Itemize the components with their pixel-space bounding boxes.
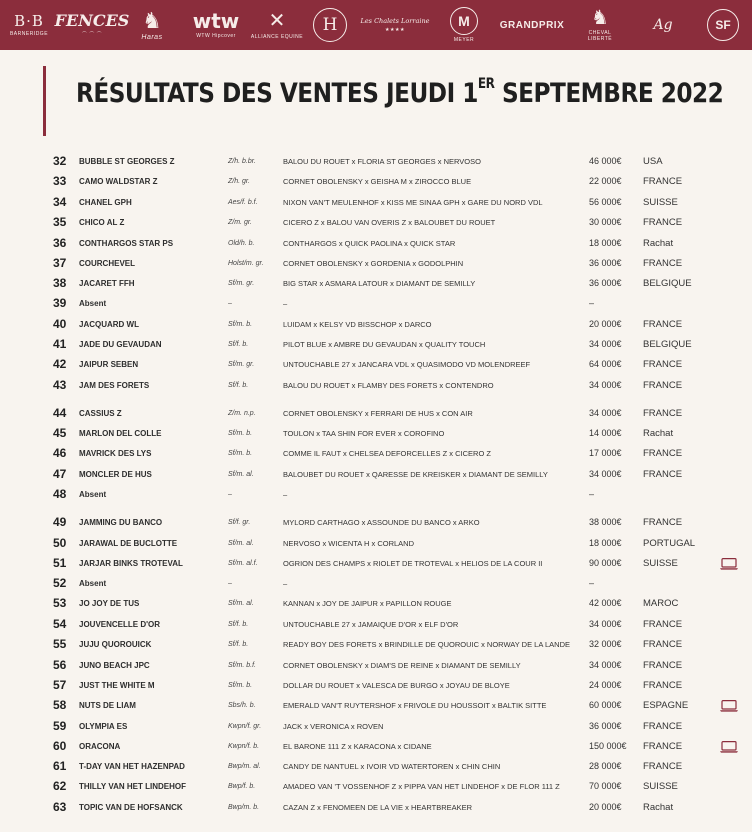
buyer-country: SUISSE	[643, 781, 678, 792]
lot-number: 52	[53, 576, 67, 590]
table-row	[0, 534, 752, 553]
pedigree: CORNET OBOLENSKY x DIAM'S DE REINE x DIAMANT DE SEMILLY	[283, 661, 521, 670]
pedigree: CORNET OBOLENSKY x GEISHA M x ZIROCCO BLUE	[283, 177, 472, 186]
horse-name: JARJAR BINKS TROTEVAL	[79, 559, 183, 568]
horse-name: JAIPUR SEBEN	[79, 360, 139, 369]
lot-number: 39	[53, 296, 67, 310]
cheval-liberte-logo[interactable]: ♞ CHEVAL LIBERTÉ	[587, 7, 613, 42]
horse-name: Absent	[79, 490, 107, 499]
horse-name: NUTS DE LIAM	[79, 701, 136, 710]
fences-logo[interactable]: FENCES ⌒ ⌒ ⌒	[54, 10, 130, 38]
sale-price: 36 000€	[589, 258, 622, 268]
lot-number: 35	[53, 215, 67, 229]
horse-name: JOUVENCELLE D'OR	[79, 620, 161, 629]
breed-sex-color: –	[228, 580, 232, 587]
breed-sex-color: Sf/m. gr.	[228, 361, 255, 368]
horse-head-icon: ♞	[591, 7, 609, 29]
table-row	[0, 717, 752, 736]
horse-name: CAMO WALDSTAR Z	[79, 177, 158, 186]
les-chalets-logo[interactable]: Les Chalets Lorraine ★★★★	[360, 17, 430, 33]
sale-price: 64 000€	[589, 359, 622, 369]
pedigree: TOULON x TAA SHIN FOR EVER x COROFINO	[283, 429, 445, 438]
sale-price: –	[589, 489, 595, 499]
breed-sex-color: Kwpn/f. b.	[228, 743, 260, 750]
laptop-icon	[719, 741, 739, 753]
buyer-country: FRANCE	[643, 176, 683, 187]
breed-sex-color: Sf/m. al.	[228, 600, 254, 607]
lot-number: 62	[53, 779, 67, 793]
lot-number: 56	[53, 658, 67, 672]
breed-sex-color: Sf/m. al.f.	[228, 560, 258, 567]
horse-name: CASSIUS Z	[79, 409, 122, 418]
breed-sex-color: Sf/m. gr.	[228, 280, 255, 287]
sponsor-banner	[0, 0, 752, 50]
sale-price: 36 000€	[589, 721, 622, 731]
h-crest-logo[interactable]: H	[310, 0, 350, 50]
table-row	[0, 676, 752, 695]
buyer-country: SUISSE	[643, 558, 678, 569]
pedigree: LUIDAM x KELSY VD BISSCHOP x DARCO	[283, 320, 432, 329]
horse-name: JUST THE WHITE M	[79, 681, 155, 690]
table-row	[0, 193, 752, 212]
table-row	[0, 554, 752, 573]
lot-number: 38	[53, 276, 67, 290]
breed-sex-color: Old/h. b.	[228, 240, 255, 247]
table-row	[0, 574, 752, 593]
lot-number: 55	[53, 637, 67, 651]
table-row	[0, 172, 752, 191]
buyer-country: FRANCE	[643, 619, 683, 630]
sale-price: 30 000€	[589, 217, 622, 227]
table-row	[0, 465, 752, 484]
buyer-country: FRANCE	[643, 359, 683, 370]
pedigree: COMME IL FAUT x CHELSEA DEFORCELLES Z x CICERO Z	[283, 449, 491, 458]
pedigree: READY BOY DES FORETS x BRINDILLE DE QUOROUIC x NORWAY DE LA LANDE	[283, 640, 571, 649]
pedigree: BALOUBET DU ROUET x QARESSE DE KREISKER x DIAMANT DE SEMILLY	[283, 470, 548, 479]
breed-sex-color: Sf/m. b.	[228, 321, 253, 328]
buyer-country: MAROC	[643, 598, 679, 609]
sale-price: 18 000€	[589, 238, 622, 248]
pedigree: DOLLAR DU ROUET x VALESCA DE BURGO x JOYAU DE BLOYE	[283, 681, 510, 690]
buyer-country: FRANCE	[643, 217, 683, 228]
breed-sex-color: Sf/f. b.	[228, 382, 249, 389]
alliance-equine-logo[interactable]: ✕ ALLIANCE EQUINE	[250, 10, 304, 40]
horse-name: CHICO AL Z	[79, 218, 125, 227]
breed-sex-color: Sf/m. al.	[228, 540, 254, 547]
buyer-country: PORTUGAL	[643, 538, 696, 549]
buyer-country: Rachat	[643, 428, 674, 439]
table-row	[0, 234, 752, 253]
table-row	[0, 615, 752, 634]
horse-name: JACQUARD WL	[79, 320, 139, 329]
sale-price: 56 000€	[589, 197, 622, 207]
buyer-country: FRANCE	[643, 639, 683, 650]
lot-number: 57	[53, 678, 67, 692]
pedigree: NIXON VAN'T MEULENHOF x KISS ME SINAA GPH x GARE DU NORD VDL	[283, 198, 543, 207]
grandprix-logo[interactable]: GRANDPRIX	[499, 19, 565, 31]
haras-logo[interactable]: ♞ Haras	[141, 7, 163, 41]
sale-price: 17 000€	[589, 448, 622, 458]
table-row	[0, 152, 752, 171]
sale-price: 20 000€	[589, 319, 622, 329]
lot-number: 47	[53, 467, 67, 481]
table-row	[0, 315, 752, 334]
breed-sex-color: Bwp/f. b.	[228, 783, 256, 790]
buyer-country: Rachat	[643, 802, 674, 813]
pedigree: BIG STAR x ASMARA LATOUR x DIAMANT DE SEMILLY	[283, 279, 476, 288]
lot-number: 36	[53, 236, 67, 250]
barneridge-logo[interactable]: B·B BARNERIDGE	[9, 11, 49, 37]
table-row	[0, 335, 752, 354]
pedigree: AMADEO VAN 'T VOSSENHOF Z x PIPPA VAN HET LINDEHOF x DE FLOR 111 Z	[283, 782, 560, 791]
table-row	[0, 777, 752, 796]
horse-head-icon: ♞	[142, 7, 162, 33]
breed-sex-color: Sf/m. b.	[228, 450, 253, 457]
buyer-country: FRANCE	[643, 761, 683, 772]
title-accent-bar	[43, 66, 46, 136]
buyer-country: USA	[643, 156, 663, 167]
table-row	[0, 404, 752, 423]
breed-sex-color: Sf/f. b.	[228, 621, 249, 628]
pedigree: BALOU DU ROUET x FLORIA ST GEORGES x NERVOSO	[283, 157, 481, 166]
pedigree: CAZAN Z x FENOMEEN DE LA VIE x HEARTBREAKER	[283, 803, 473, 812]
buyer-country: FRANCE	[643, 660, 683, 671]
sale-price: 60 000€	[589, 700, 622, 710]
table-row	[0, 424, 752, 443]
horse-name: COURCHEVEL	[79, 259, 136, 268]
breed-sex-color: Z/m. n.p.	[228, 410, 256, 417]
sale-price: 28 000€	[589, 761, 622, 771]
horse-name: MONCLER DE HUS	[79, 470, 152, 479]
sale-price: 22 000€	[589, 176, 622, 186]
breed-sex-color: Sf/m. b.f.	[228, 662, 257, 669]
breed-sex-color: Z/m. gr.	[228, 219, 252, 226]
sale-price: 150 000€	[589, 741, 627, 751]
table-row	[0, 635, 752, 654]
buyer-country: FRANCE	[643, 258, 683, 269]
breed-sex-color: Sbs/h. b.	[228, 702, 256, 709]
sale-price: 32 000€	[589, 639, 622, 649]
horse-name: ORACONA	[79, 742, 121, 751]
horse-name: MAVRICK DES LYS	[79, 449, 152, 458]
pedigree: CANDY DE NANTUEL x IVOIR VD WATERTOREN x CHIN CHIN	[283, 762, 501, 771]
lot-number: 61	[53, 759, 67, 773]
horse-name: Absent	[79, 299, 107, 308]
sf-logo[interactable]: SF	[702, 0, 744, 50]
sale-price: 70 000€	[589, 781, 622, 791]
sale-price: 34 000€	[589, 339, 622, 349]
table-row	[0, 376, 752, 395]
breed-sex-color: Sf/f. b.	[228, 341, 249, 348]
pedigree: UNTOUCHABLE 27 x JAMAIQUE D'OR x ELF D'OR	[283, 620, 459, 629]
sale-price: 18 000€	[589, 538, 622, 548]
lot-number: 63	[53, 800, 67, 814]
buyer-country: FRANCE	[643, 741, 683, 752]
pedigree: BALOU DU ROUET x FLAMBY DES FORETS x CONTENDRO	[283, 381, 494, 390]
breed-sex-color: Sf/m. b.	[228, 682, 253, 689]
breed-sex-color: Holst/m. gr.	[228, 260, 264, 267]
table-row	[0, 213, 752, 232]
table-row	[0, 444, 752, 463]
table-row	[0, 294, 752, 313]
breed-sex-color: Kwpn/f. gr.	[228, 723, 262, 730]
table-row	[0, 254, 752, 273]
lot-number: 51	[53, 556, 67, 570]
breed-sex-color: Bwp/m. al.	[228, 763, 261, 770]
lot-number: 45	[53, 426, 67, 440]
buyer-country: FRANCE	[643, 448, 683, 459]
table-row	[0, 737, 752, 756]
sale-price: 90 000€	[589, 558, 622, 568]
sale-price: 36 000€	[589, 278, 622, 288]
horse-name: T-DAY VAN HET HAZENPAD	[79, 762, 185, 771]
horse-name: CHANEL GPH	[79, 198, 132, 207]
lot-number: 54	[53, 617, 67, 631]
sale-price: 24 000€	[589, 680, 622, 690]
lot-number: 60	[53, 739, 67, 753]
table-row	[0, 355, 752, 374]
pedigree: EL BARONE 111 Z x KARACONA x CIDANE	[283, 742, 432, 751]
sale-price: 14 000€	[589, 428, 622, 438]
buyer-country: FRANCE	[643, 408, 683, 419]
table-row	[0, 594, 752, 613]
buyer-country: FRANCE	[643, 680, 683, 691]
pedigree: PILOT BLUE x AMBRE DU GEVAUDAN x QUALITY TOUCH	[283, 340, 486, 349]
buyer-country: ESPAGNE	[643, 700, 689, 711]
horse-name: MARLON DEL COLLE	[79, 429, 162, 438]
lot-number: 46	[53, 446, 67, 460]
alliance-cross-icon: ✕	[268, 10, 286, 32]
lot-number: 42	[53, 357, 67, 371]
pedigree: UNTOUCHABLE 27 x JANCARA VDL x QUASIMODO VD MOLENDREEF	[283, 360, 531, 369]
wtw-logo[interactable]: wtw WTW Hipcover	[192, 9, 240, 39]
sale-price: 34 000€	[589, 408, 622, 418]
buyer-country: BELGIQUE	[643, 339, 692, 350]
pedigree: CONTHARGOS x QUICK PAOLINA x QUICK STAR	[283, 239, 456, 248]
pedigree: –	[283, 579, 288, 588]
pedigree: –	[283, 299, 288, 308]
breed-sex-color: Z/h. gr.	[228, 178, 250, 185]
horse-name: TOPIC VAN DE HOFSANCK	[79, 803, 183, 812]
breed-sex-color: Sf/f. gr.	[228, 519, 251, 526]
lot-number: 40	[53, 317, 67, 331]
breed-sex-color: –	[228, 300, 232, 307]
pedigree: CORNET OBOLENSKY x GORDENIA x GODOLPHIN	[283, 259, 464, 268]
breed-sex-color: Bwp/m. b.	[228, 804, 260, 811]
breed-sex-color: –	[228, 491, 232, 498]
horse-name: JAM DES FORETS	[79, 381, 150, 390]
pedigree: KANNAN x JOY DE JAIPUR x PAPILLON ROUGE	[283, 599, 452, 608]
lot-number: 34	[53, 195, 67, 209]
lot-number: 44	[53, 406, 67, 420]
buyer-country: FRANCE	[643, 469, 683, 480]
buyer-country: BELGIQUE	[643, 278, 692, 289]
signature-logo[interactable]: Ag	[653, 17, 673, 33]
table-row	[0, 798, 752, 817]
pedigree: MYLORD CARTHAGO x ASSOUNDE DU BANCO x ARKO	[283, 518, 480, 527]
lot-number: 58	[53, 698, 67, 712]
lot-number: 33	[53, 174, 67, 188]
sale-price: 20 000€	[589, 802, 622, 812]
pedigree: EMERALD VAN'T RUYTERSHOF x FRIVOLE DU HOUSSOIT x BALTIK SITTE	[283, 701, 547, 710]
lot-number: 49	[53, 515, 67, 529]
horse-name: JADE DU GEVAUDAN	[79, 340, 162, 349]
lot-number: 53	[53, 596, 67, 610]
lot-number: 37	[53, 256, 67, 270]
laptop-icon	[719, 558, 739, 570]
lot-number: 41	[53, 337, 67, 351]
horse-name: JARAWAL DE BUCLOTTE	[79, 539, 178, 548]
horse-name: JUNO BEACH JPC	[79, 661, 150, 670]
lot-number: 50	[53, 536, 67, 550]
sale-price: 38 000€	[589, 517, 622, 527]
buyer-country: FRANCE	[643, 380, 683, 391]
pedigree: NERVOSO x WICENTA H x CORLAND	[283, 539, 414, 548]
table-row	[0, 656, 752, 675]
lot-number: 32	[53, 154, 67, 168]
table-row	[0, 513, 752, 532]
table-row	[0, 757, 752, 776]
laptop-icon	[719, 700, 739, 712]
pedigree: CORNET OBOLENSKY x FERRARI DE HUS x CON AIR	[283, 409, 473, 418]
breed-sex-color: Z/h. b.br.	[228, 158, 256, 165]
breed-sex-color: Sf/m. al.	[228, 471, 254, 478]
lot-number: 48	[53, 487, 67, 501]
horse-name: Absent	[79, 579, 107, 588]
sale-price: 34 000€	[589, 660, 622, 670]
pedigree: OGRION DES CHAMPS x RIOLET DE TROTEVAL x HELIOS DE LA COUR II	[283, 559, 543, 568]
page-title: RÉSULTATS DES VENTES JEUDI 1ER SEPTEMBRE 2022	[76, 76, 724, 109]
sale-price: –	[589, 298, 595, 308]
table-row	[0, 485, 752, 504]
breed-sex-color: Aes/f. b.f.	[228, 199, 258, 206]
horse-name: OLYMPIA ES	[79, 722, 128, 731]
pedigree: JACK x VERONICA x ROVEN	[283, 722, 384, 731]
table-row	[0, 274, 752, 293]
pedigree: CICERO Z x BALOU VAN OVERIS Z x BALOUBET DU ROUET	[283, 218, 496, 227]
sale-price: –	[589, 578, 595, 588]
buyer-country: FRANCE	[643, 721, 683, 732]
horse-name: CONTHARGOS STAR PS	[79, 239, 174, 248]
lot-number: 43	[53, 378, 67, 392]
horse-name: JAMMING DU BANCO	[79, 518, 163, 527]
lot-number: 59	[53, 719, 67, 733]
buyer-country: FRANCE	[643, 517, 683, 528]
sale-price: 46 000€	[589, 156, 622, 166]
horse-name: JACARET FFH	[79, 279, 135, 288]
meyer-logo[interactable]: M MEYER	[444, 0, 484, 50]
sale-price: 42 000€	[589, 598, 622, 608]
breed-sex-color: Sf/m. b.	[228, 430, 253, 437]
sale-price: 34 000€	[589, 380, 622, 390]
sale-price: 34 000€	[589, 619, 622, 629]
buyer-country: SUISSE	[643, 197, 678, 208]
horse-name: JUJU QUOROUICK	[79, 640, 152, 649]
table-row	[0, 696, 752, 715]
horse-name: THILLY VAN HET LINDEHOF	[79, 782, 186, 791]
sale-price: 34 000€	[589, 469, 622, 479]
horse-name: JO JOY DE TUS	[79, 599, 140, 608]
breed-sex-color: Sf/f. b.	[228, 641, 249, 648]
horse-name: BUBBLE ST GEORGES Z	[79, 157, 175, 166]
buyer-country: FRANCE	[643, 319, 683, 330]
buyer-country: Rachat	[643, 238, 674, 249]
pedigree: –	[283, 490, 288, 499]
